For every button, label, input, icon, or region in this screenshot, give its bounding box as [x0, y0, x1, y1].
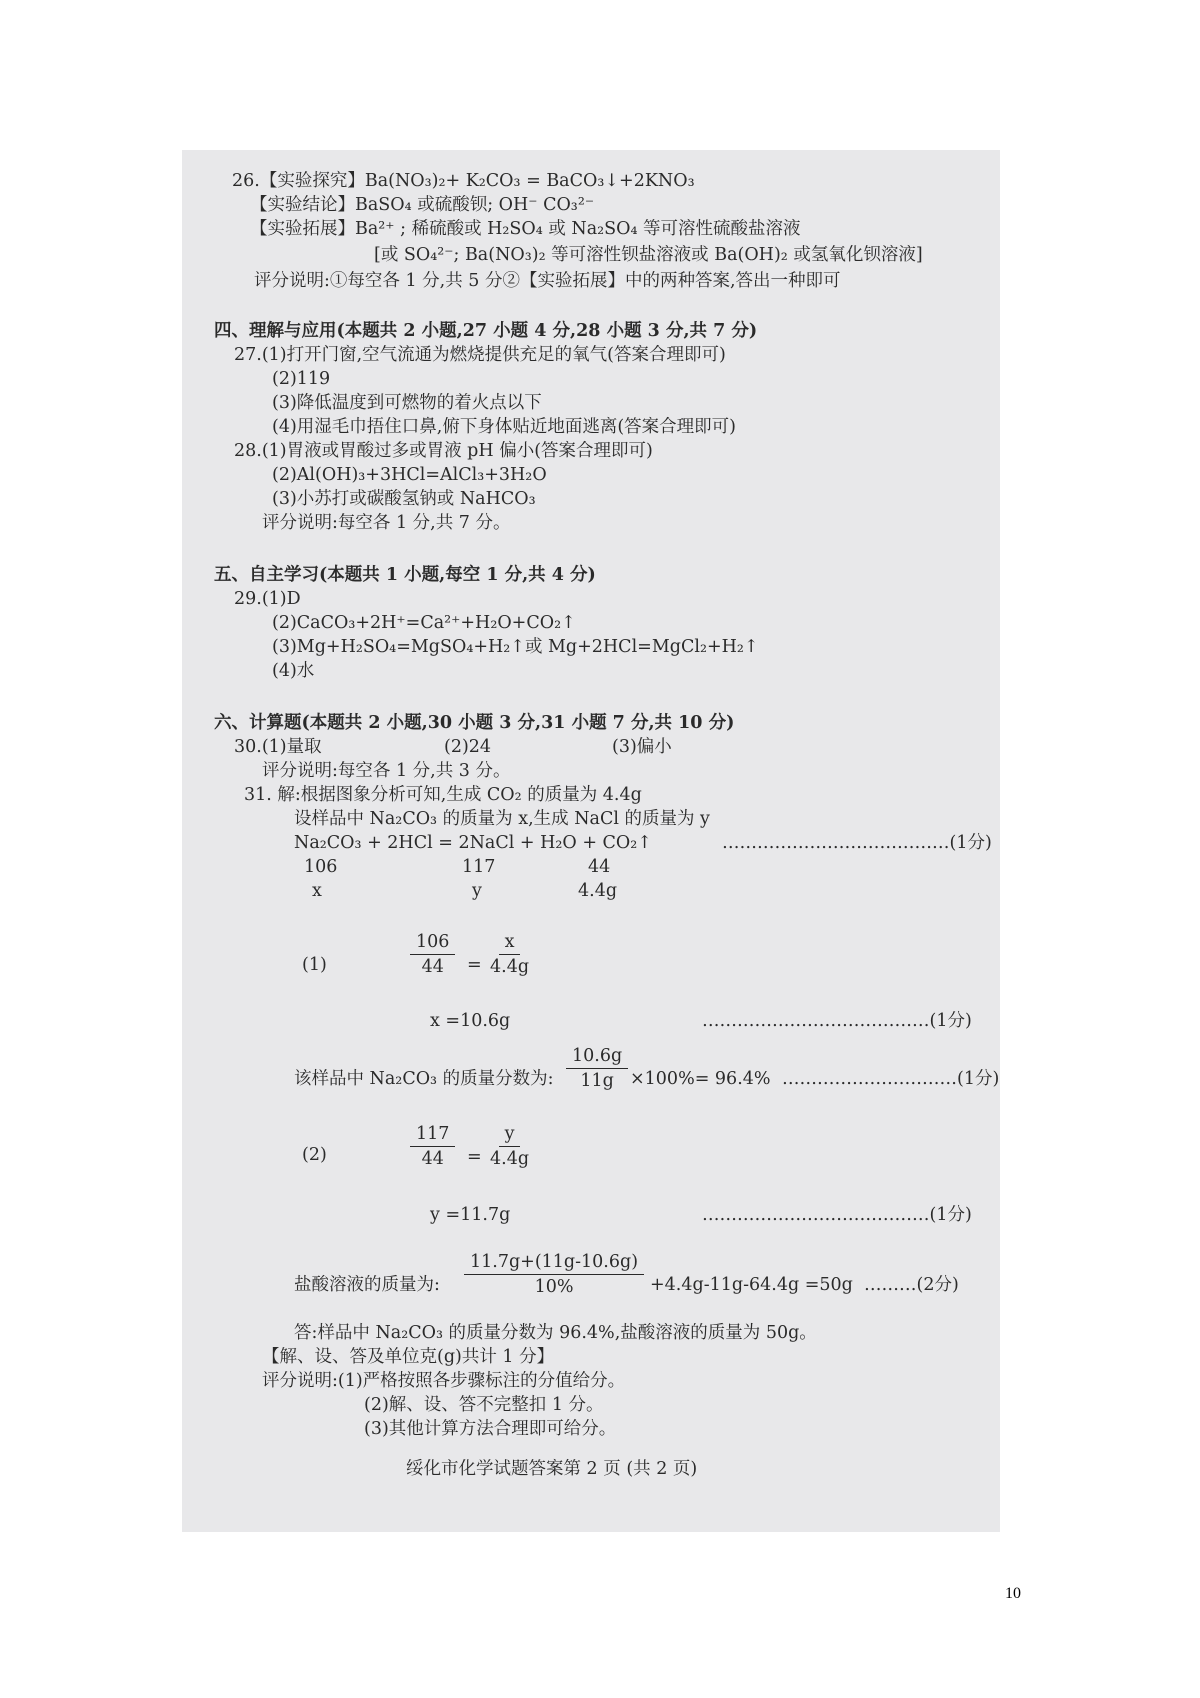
q31-chemical-equation: Na₂CO₃ + 2HCl = 2NaCl + H₂O + CO₂↑ — [294, 833, 652, 853]
page-number: 10 — [1005, 1585, 1021, 1602]
fraction-106-over-44 — [410, 930, 455, 979]
fraction-denominator: 10% — [534, 1277, 574, 1297]
q26-line-3: 【实验拓展】Ba²⁺ ; 稀硫酸或 H₂SO₄ 或 Na₂SO₄ 等可溶性硫酸盐溶液 — [250, 219, 801, 239]
unknown-x: x — [312, 881, 322, 901]
q27-answer-2: (2)119 — [272, 369, 331, 389]
q28-answer-1: 28.(1)胃液或胃酸过多或胃液 pH 偏小(答案合理即可) — [234, 441, 653, 461]
unknown-y: y — [472, 881, 482, 901]
y-result: y =11.7g — [430, 1205, 511, 1225]
fraction-10-6g-over-11g — [566, 1044, 628, 1093]
fraction-numerator: 10.6g — [566, 1044, 628, 1069]
q30-scoring-note: 评分说明:每空各 1 分,共 3 分。 — [262, 761, 511, 781]
q31-answer: 答:样品中 Na₂CO₃ 的质量分数为 96.4%,盐酸溶液的质量为 50g。 — [294, 1323, 817, 1343]
page-footer: 绥化市化学试题答案第 2 页 (共 2 页) — [406, 1459, 698, 1479]
equals-sign: = — [467, 1147, 482, 1167]
mass-fraction-label: 该样品中 Na₂CO₃ 的质量分数为: — [294, 1069, 554, 1089]
q30-answer-2: (2)24 — [444, 737, 492, 757]
q31-point-2: …………………………………(1分) — [702, 1011, 972, 1031]
q31-solution-line-2: 设样品中 Na₂CO₃ 的质量为 x,生成 NaCl 的质量为 y — [294, 809, 710, 829]
x-result: x =10.6g — [430, 1011, 511, 1031]
fraction-denominator: 4.4g — [490, 1149, 530, 1169]
q30-answer-1: 30.(1)量取 — [234, 737, 322, 757]
fraction-numerator: x — [499, 930, 521, 955]
fraction-y-over-4-4g — [484, 1122, 535, 1171]
part-2-label: (2) — [302, 1145, 327, 1165]
q29-answer-4: (4)水 — [272, 661, 315, 681]
q31-solution-line-1: 31. 解:根据图象分析可知,生成 CO₂ 的质量为 4.4g — [244, 785, 642, 805]
fraction-numerator: 106 — [410, 930, 455, 955]
q26-scoring-note: 评分说明:①每空各 1 分,共 5 分②【实验拓展】中的两种答案,答出一种即可 — [254, 271, 841, 291]
q31-unit-note: 【解、设、答及单位克(g)共计 1 分】 — [262, 1347, 555, 1367]
hcl-mass-label: 盐酸溶液的质量为: — [294, 1275, 440, 1295]
fraction-denominator: 11g — [580, 1071, 614, 1091]
q26-line-1: 26.【实验探究】Ba(NO₃)₂+ K₂CO₃ = BaCO₃↓+2KNO₃ — [232, 171, 695, 191]
molar-mass-nacl: 117 — [462, 857, 496, 877]
q30-answer-3: (3)偏小 — [612, 737, 672, 757]
fraction-117-over-44 — [410, 1122, 455, 1171]
fraction-x-over-4-4g — [484, 930, 535, 979]
hcl-mass-result: +4.4g-11g-64.4g =50g — [650, 1275, 853, 1295]
fraction-denominator: 44 — [421, 957, 444, 977]
fraction-denominator: 4.4g — [490, 957, 530, 977]
q31-point-3: …………………………(1分) — [782, 1069, 1000, 1089]
q31-point-4: …………………………………(1分) — [702, 1205, 972, 1225]
section-6-title: 六、计算题(本题共 2 小题,30 小题 3 分,31 小题 7 分,共 10 分) — [214, 713, 735, 733]
q29-answer-3: (3)Mg+H₂SO₄=MgSO₄+H₂↑或 Mg+2HCl=MgCl₂+H₂↑ — [272, 637, 759, 657]
molar-mass-co2: 44 — [588, 857, 611, 877]
q27-answer-3: (3)降低温度到可燃物的着火点以下 — [272, 393, 542, 413]
q27-answer-4: (4)用湿毛巾捂住口鼻,俯下身体贴近地面逃离(答案合理即可) — [272, 417, 737, 437]
section-4-scoring-note: 评分说明:每空各 1 分,共 7 分。 — [262, 513, 511, 533]
fraction-hcl — [464, 1250, 644, 1299]
q31-scoring-3: (3)其他计算方法合理即可给分。 — [364, 1419, 617, 1439]
q29-answer-2: (2)CaCO₃+2H⁺=Ca²⁺+H₂O+CO₂↑ — [272, 613, 576, 633]
q26-line-2: 【实验结论】BaSO₄ 或硫酸钡; OH⁻ CO₃²⁻ — [250, 195, 595, 215]
mass-fraction-result: ×100%= 96.4% — [630, 1069, 771, 1089]
fraction-denominator: 44 — [421, 1149, 444, 1169]
section-5-title: 五、自主学习(本题共 1 小题,每空 1 分,共 4 分) — [214, 565, 596, 585]
part-1-label: (1) — [302, 955, 327, 975]
q28-answer-2: (2)Al(OH)₃+3HCl=AlCl₃+3H₂O — [272, 465, 547, 485]
co2-mass: 4.4g — [578, 881, 618, 901]
q26-line-4: [或 SO₄²⁻; Ba(NO₃)₂ 等可溶性钡盐溶液或 Ba(OH)₂ 或氢氧化钡溶液] — [374, 245, 923, 265]
q31-scoring-1: 评分说明:(1)严格按照各步骤标注的分值给分。 — [262, 1371, 626, 1391]
q31-scoring-2: (2)解、设、答不完整扣 1 分。 — [364, 1395, 604, 1415]
q28-answer-3: (3)小苏打或碳酸氢钠或 NaHCO₃ — [272, 489, 536, 509]
q27-answer-1: 27.(1)打开门窗,空气流通为燃烧提供充足的氧气(答案合理即可) — [234, 345, 726, 365]
q31-point-5: ………(2分) — [864, 1275, 959, 1295]
q29-answer-1: 29.(1)D — [234, 589, 301, 609]
scanned-answer-sheet — [182, 150, 1000, 1532]
equals-sign: = — [467, 955, 482, 975]
molar-mass-na2co3: 106 — [304, 857, 338, 877]
q31-point-1: …………………………………(1分) — [722, 833, 992, 853]
fraction-numerator: y — [499, 1122, 521, 1147]
fraction-numerator: 117 — [410, 1122, 455, 1147]
section-4-title: 四、理解与应用(本题共 2 小题,27 小题 4 分,28 小题 3 分,共 7 分) — [214, 321, 758, 341]
fraction-numerator: 11.7g+(11g-10.6g) — [464, 1250, 644, 1275]
